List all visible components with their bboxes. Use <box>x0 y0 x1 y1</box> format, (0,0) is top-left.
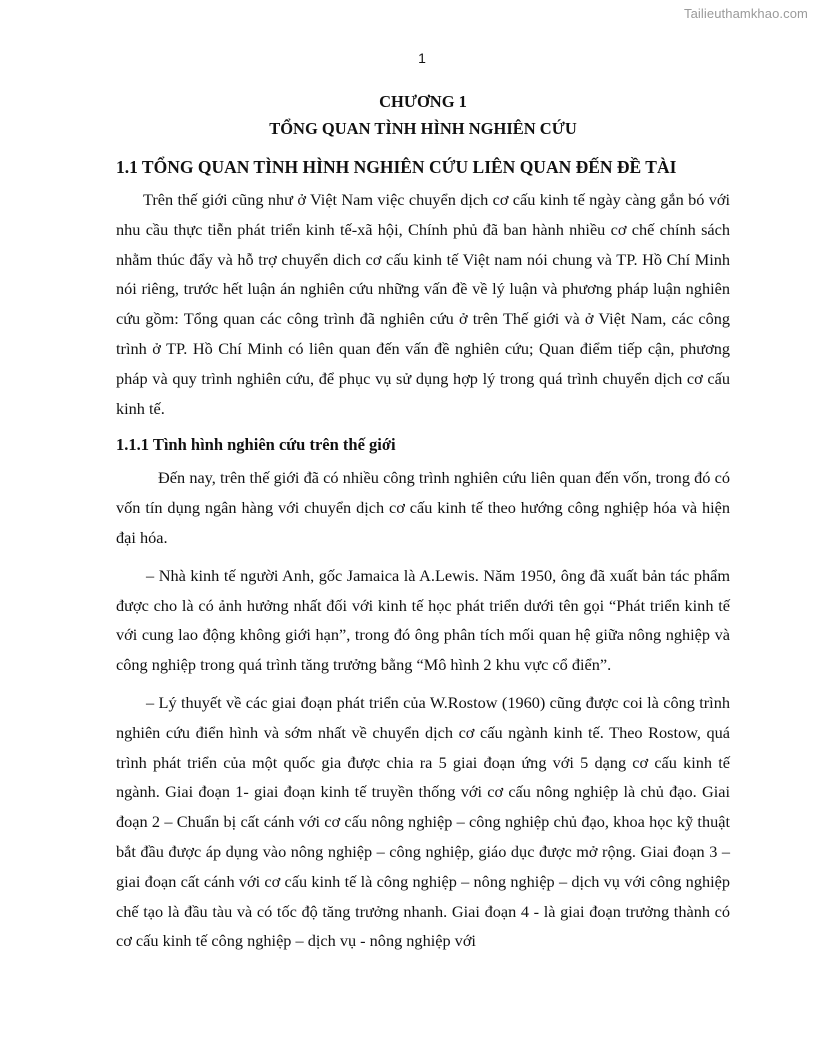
chapter-label: CHƯƠNG 1 <box>379 92 467 111</box>
paragraph-lewis: – Nhà kinh tế người Anh, gốc Jamaica là A.Lewis. Năm 1950, ông đã xuất bản tác phẩm được cho là có ảnh hưởng nhất đối với kinh tế học phát triển dưới tên gọi “Phát triển kinh tế với cung lao động không giới hạn”, trong đó ông phân tích mối quan hệ giữa nông nghiệp và công nghiệp trong quá trình tăng trưởng bằng “Mô hình 2 khu vực cổ điển”. <box>116 565 730 675</box>
page-number: 1 <box>418 50 426 66</box>
chapter-title: TỔNG QUAN TÌNH HÌNH NGHIÊN CỨU <box>269 119 577 138</box>
intro-paragraph: Trên thế giới cũng như ở Việt Nam việc chuyển dịch cơ cấu kinh tế ngày càng gắn bó với nhu cầu thực tiễn phát triển kinh tế-xã hội, Chính phủ đã ban hành nhiều cơ chế chính sách nhằm thúc đẩy và hỗ trợ chuyển dich cơ cấu kinh tế Việt nam nói chung và TP. Hồ Chí Minh nói riêng, trước hết luận án nghiên cứu những vấn đề về lý luận và phương pháp luận nghiên cứu gồm: Tổng quan các công trình đã nghiên cứu ở trên Thế giới và ở Việt Nam, các công trình ở TP. Hồ Chí Minh có liên quan đến vấn đề nghiên cứu; Quan điểm tiếp cận, phương pháp và quy trình nghiên cứu, để phục vụ sử dụng hợp lý trong quá trình chuyển dịch cơ cấu kinh tế. <box>116 190 730 418</box>
watermark: Tailieuthamkhao.com <box>683 6 808 21</box>
paragraph-overview: Đến nay, trên thế giới đã có nhiều công trình nghiên cứu liên quan đến vốn, trong đó có vốn tín dụng ngân hàng với chuyển dịch cơ cấu kinh tế theo hướng công nghiệp hóa và hiện đại hóa. <box>116 468 730 547</box>
document-body <box>116 90 730 956</box>
paragraph-rostow: – Lý thuyết về các giai đoạn phát triển của W.Rostow (1960) cũng được coi là công trình nghiên cứu điển hình và sớm nhất về chuyển dịch cơ cấu ngành kinh tế. Theo Rostow, quá trình phát triển của một quốc gia được chia ra 5 giai đoạn ứng với 5 dạng cơ cấu kinh tế ngành. Giai đoạn 1- giai đoạn kinh tế truyền thống với cơ cấu nông nghiệp là chủ đạo. Giai đoạn 2 – Chuẩn bị cất cánh với cơ cấu nông nghiệp – công nghiệp chủ đạo, khoa học kỹ thuật bắt đầu được áp dụng vào nông nghiệp – công nghiệp, giáo dục được mở rộng. Giai đoạn 3 – giai đoạn cất cánh với cơ cấu kinh tế là công nghiệp – nông nghiệp – dịch vụ với công nghiệp chế tạo là đầu tàu và có tốc độ tăng trưởng nhanh. Giai đoạn 4 - là giai đoạn trưởng thành có cơ cấu kinh tế công nghiệp – dịch vụ - nông nghiệp với <box>116 692 730 951</box>
section-heading-1-1: 1.1 TỔNG QUAN TÌNH HÌNH NGHIÊN CỨU LIÊN QUAN ĐẾN ĐỀ TÀI <box>116 157 677 177</box>
section-heading-1-1-1: 1.1.1 Tình hình nghiên cứu trên thế giới <box>116 435 396 455</box>
